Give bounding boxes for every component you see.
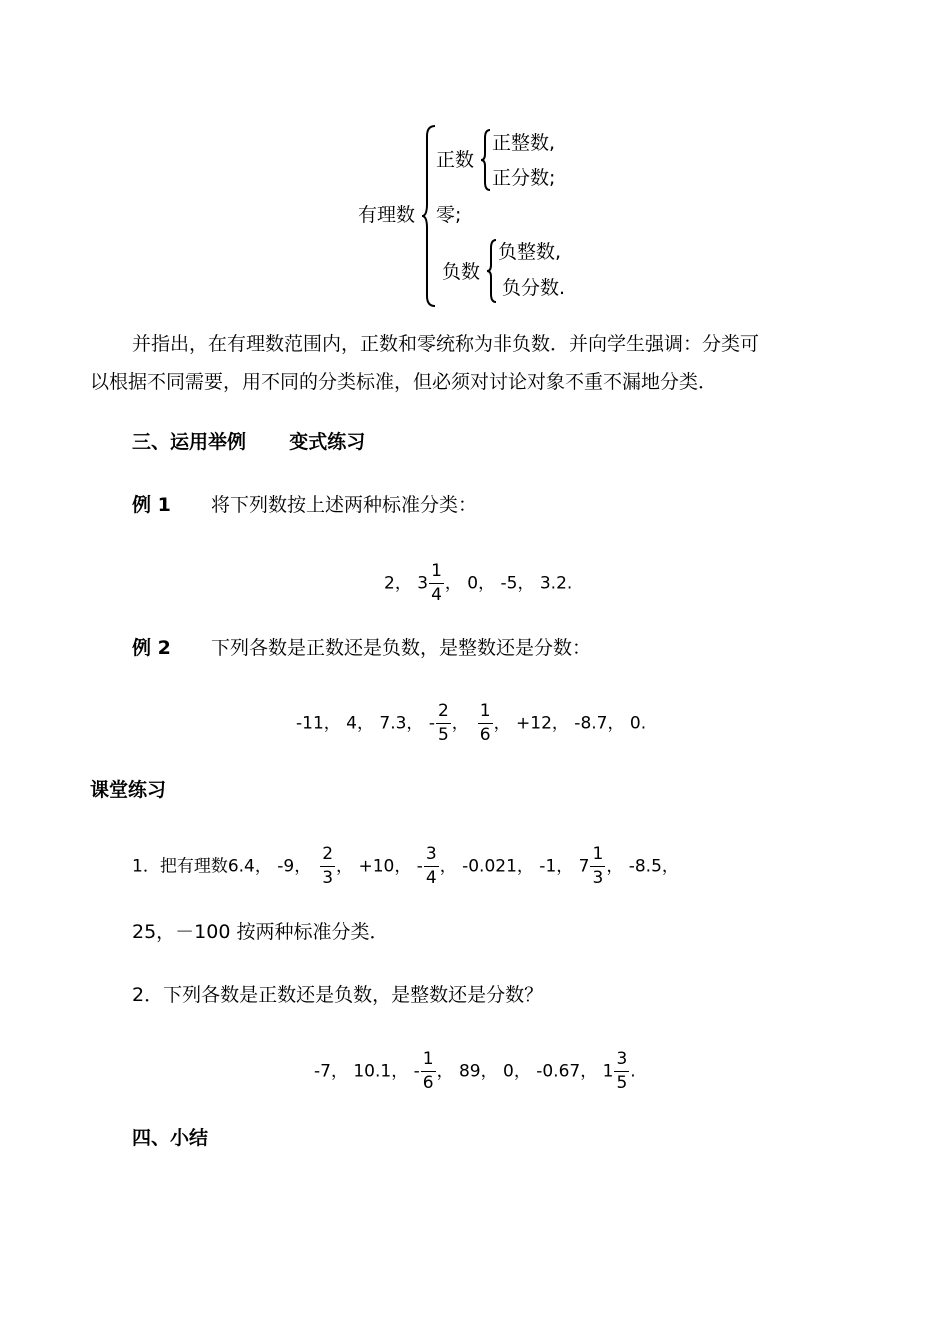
practice-q2-text: 2．下列各数是正数还是负数，是整数还是分数？ bbox=[132, 984, 544, 1006]
negative-brace bbox=[486, 238, 498, 304]
example-2-math bbox=[296, 702, 646, 745]
section-3-subtitle: 变式练习 bbox=[289, 431, 366, 453]
fraction bbox=[478, 702, 493, 745]
denominator: 4 bbox=[425, 868, 437, 888]
denominator: 3 bbox=[322, 868, 334, 888]
math-text: . bbox=[630, 1061, 636, 1082]
math-text: ， -8.5， bbox=[606, 856, 679, 877]
example-1-math bbox=[384, 562, 572, 605]
math-text: -7， 10.1， - bbox=[314, 1061, 420, 1082]
denominator: 4 bbox=[431, 585, 442, 605]
numerator: 2 bbox=[320, 845, 335, 867]
denominator: 5 bbox=[616, 1073, 628, 1093]
practice-q1-line-2: 25，－100 按两种标准分类． bbox=[132, 921, 389, 943]
math-text: ， +12， -8.7， 0. bbox=[493, 713, 647, 734]
numerator: 1 bbox=[590, 845, 605, 867]
example-1-label: 例 1 bbox=[132, 494, 171, 516]
example-2-label: 例 2 bbox=[132, 637, 171, 659]
denominator: 5 bbox=[437, 725, 449, 745]
math-text: ， 89， 0， -0.67， 1 bbox=[436, 1061, 614, 1082]
tree-positive-fraction: 正分数; bbox=[492, 167, 556, 189]
fraction bbox=[429, 562, 444, 605]
big-brace bbox=[421, 124, 437, 308]
numerator: 1 bbox=[478, 702, 493, 724]
fraction bbox=[424, 845, 439, 888]
fraction bbox=[421, 1050, 436, 1093]
tree-negative: 负数 bbox=[442, 261, 481, 283]
tree-negative-integer: 负整数, bbox=[498, 241, 562, 263]
tree-negative-fraction: 负分数. bbox=[502, 277, 566, 299]
math-text: 2， bbox=[384, 573, 412, 594]
numerator: 3 bbox=[614, 1050, 629, 1072]
paragraph-line-1: 并指出，在有理数范围内，正数和零统称为非负数．并向学生强调：分类可 bbox=[132, 333, 760, 355]
math-text: -11， 4， 7.3， - bbox=[296, 713, 435, 734]
fraction bbox=[436, 702, 451, 745]
positive-brace bbox=[480, 128, 492, 192]
numerator: 1 bbox=[429, 562, 444, 584]
paragraph-line-2: 以根据不同需要，用不同的分类标准，但必须对讨论对象不重不漏地分类． bbox=[90, 371, 718, 393]
math-text: ， +10， - bbox=[336, 856, 423, 877]
section-4-title: 四、小结 bbox=[132, 1127, 209, 1149]
practice-q2-math bbox=[314, 1050, 636, 1093]
math-text: 1．把有理数6.4， -9， bbox=[132, 856, 312, 877]
fraction bbox=[320, 845, 335, 888]
fraction bbox=[614, 1050, 629, 1093]
math-text: ， 0， -5， 3.2. bbox=[444, 573, 573, 594]
tree-zero: 零; bbox=[436, 204, 462, 226]
math-text: ， -0.021， -1， 7 bbox=[439, 856, 590, 877]
practice-q1-line-1 bbox=[132, 845, 679, 888]
numerator: 1 bbox=[421, 1050, 436, 1072]
section-3-heading bbox=[132, 430, 365, 454]
example-2-text: 下列各数是正数还是负数，是整数还是分数： bbox=[210, 637, 591, 659]
section-3-title: 三、运用举例 bbox=[132, 431, 247, 453]
example-1-text: 将下列数按上述两种标准分类： bbox=[210, 494, 477, 516]
tree-positive-integer: 正整数, bbox=[492, 132, 556, 154]
tree-positive: 正数 bbox=[436, 149, 475, 171]
example-1 bbox=[132, 493, 477, 517]
math-text: ， bbox=[451, 713, 469, 734]
numerator: 2 bbox=[436, 702, 451, 724]
example-2 bbox=[132, 636, 591, 660]
denominator: 6 bbox=[422, 1073, 434, 1093]
denominator: 6 bbox=[479, 725, 491, 745]
fraction bbox=[590, 845, 605, 888]
denominator: 3 bbox=[592, 868, 604, 888]
mixed-whole: 3 bbox=[417, 573, 429, 594]
numerator: 3 bbox=[424, 845, 439, 867]
tree-root: 有理数 bbox=[358, 204, 416, 226]
practice-title: 课堂练习 bbox=[90, 779, 167, 801]
